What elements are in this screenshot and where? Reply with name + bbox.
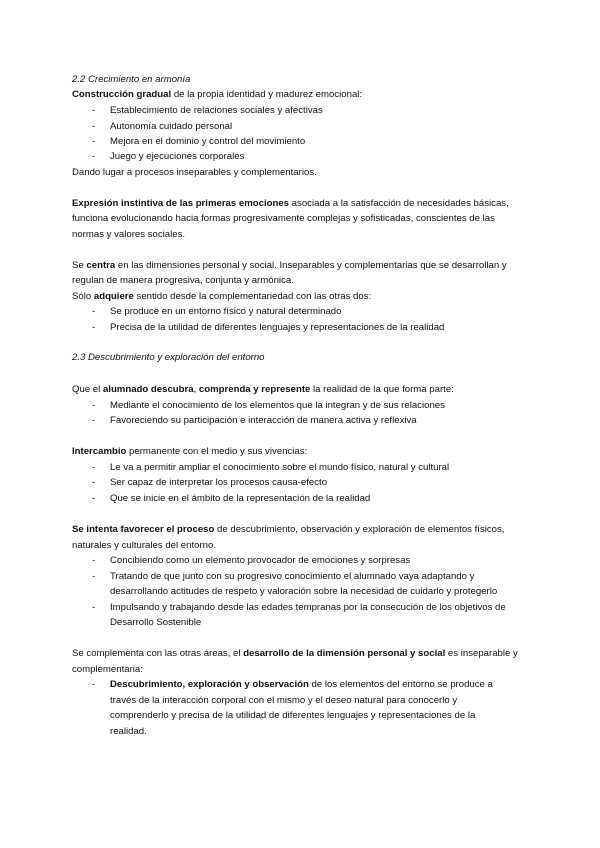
paragraph-line: normas y valores sociales.	[72, 229, 186, 240]
bullet-dash: -	[92, 602, 96, 613]
list-item: Le va a permitir ampliar el conocimiento sobre el mundo físico, natural y cultural	[110, 462, 450, 473]
list-item-line: Desarrollo Sostenible	[110, 617, 202, 628]
bullet-dash: -	[92, 121, 96, 132]
bullet-dash: -	[92, 151, 96, 162]
paragraph: Intercambio permanente con el medio y sus vivencias:	[72, 446, 308, 457]
paragraph-line: complementaria:	[72, 664, 143, 675]
bullet-dash: -	[92, 555, 96, 566]
list-item: Favoreciendo su participación e interacción de manera activa y reflexiva	[110, 415, 417, 426]
paragraph: Expresión instintiva de las primeras emociones asociada a la satisfacción de necesidades básicas,	[72, 198, 509, 209]
list-item: Ser capaz de interpretar los procesos causa-efecto	[110, 477, 328, 488]
list-item: Se produce en un entorno físico y natural determinado	[110, 306, 342, 317]
bullet-dash: -	[92, 571, 96, 582]
list-item: Que se inicie en el ámbito de la representación de la realidad	[110, 493, 371, 504]
list-item-line: través de la interacción corporal con el mismo y el deseo natural para conocerlo y	[110, 695, 458, 706]
list-item: Tratando de que junto con su progresivo conocimiento el alumnado vaya adaptando y	[110, 571, 475, 582]
bullet-dash: -	[92, 400, 96, 411]
bullet-dash: -	[92, 105, 96, 116]
list-item: Juego y ejecuciones corporales	[110, 151, 245, 162]
bullet-dash: -	[92, 493, 96, 504]
bullet-dash: -	[92, 679, 96, 690]
list-item: Descubrimiento, exploración y observación de los elementos del entorno se produce a	[110, 679, 493, 690]
list-item-line: desarrollando actitudes de respeto y valoración sobre la necesidad de cuidarlo y protegerlo	[110, 586, 498, 597]
paragraph: Se intenta favorecer el proceso de descubrimiento, observación y exploración de elementos físicos,	[72, 524, 505, 535]
list-item: Establecimiento de relaciones sociales y afectivas	[110, 105, 323, 116]
paragraph-line: funciona evolucionando hacia formas progresivamente complejas y sofisticadas, conscientes de las	[72, 213, 495, 224]
list-item: Concibiendo como un elemento provocador de emociones y sorpresas	[110, 555, 411, 566]
list-item-line: realidad.	[110, 726, 147, 737]
paragraph: Que el alumnado descubra, comprenda y represente la realidad de la que forma parte:	[72, 384, 454, 395]
bullet-dash: -	[92, 136, 96, 147]
paragraph: Dando lugar a procesos inseparables y complementarios.	[72, 167, 317, 178]
paragraph: Sólo adquiere sentido desde la complementariedad con las otras dos:	[72, 291, 372, 302]
list-item: Autonomía cuidado personal	[110, 121, 233, 132]
list-item: Precisa de la utilidad de diferentes lenguajes y representaciones de la realidad	[110, 322, 445, 333]
paragraph-line: regulan de manera progresiva, conjunta y armónica.	[72, 275, 294, 286]
list-item: Mediante el conocimiento de los elementos que la integran y de sus relaciones	[110, 400, 445, 411]
bullet-dash: -	[92, 415, 96, 426]
section-heading: 2.3 Descubrimiento y exploración del entorno	[72, 352, 265, 363]
paragraph-line: naturales y culturales del entorno.	[72, 540, 216, 551]
section-heading: 2.2 Crecimiento en armonía	[72, 74, 191, 85]
paragraph: Se centra en las dimensiones personal y social. Inseparables y complementarias que se desarrollan y	[72, 260, 507, 271]
bullet-dash: -	[92, 462, 96, 473]
bullet-dash: -	[92, 477, 96, 488]
list-item: Mejora en el dominio y control del movimiento	[110, 136, 306, 147]
bullet-dash: -	[92, 322, 96, 333]
paragraph: Se complementa con las otras áreas, el desarrollo de la dimensión personal y social es inseparable y	[72, 648, 518, 659]
paragraph: Construcción gradual de la propia identidad y madurez emocional:	[72, 89, 363, 100]
list-item-line: comprenderlo y precisa de la utilidad de diferentes lenguajes y representaciones de la	[110, 710, 476, 721]
bullet-dash: -	[92, 306, 96, 317]
list-item: Impulsando y trabajando desde las edades tempranas por la consecución de los objetivos de	[110, 602, 506, 613]
